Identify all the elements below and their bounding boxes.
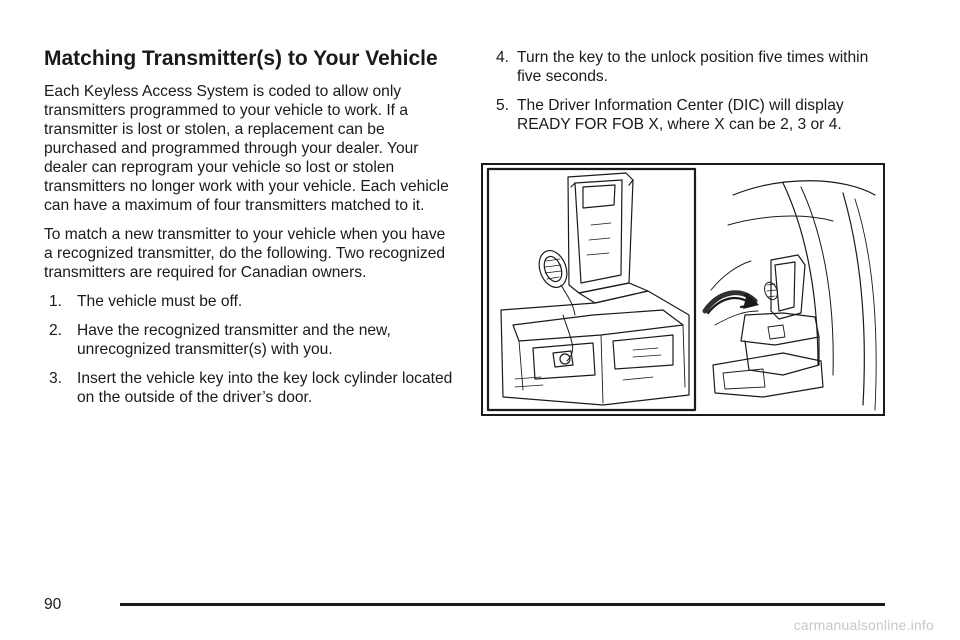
detail-inset-frame bbox=[488, 169, 695, 410]
console-bin-closeup bbox=[501, 291, 689, 405]
step-number: 3. bbox=[49, 370, 63, 387]
step-number: 5. bbox=[496, 97, 510, 114]
intro-paragraph: Each Keyless Access System is coded to allow only transmitters programmed to your vehicle to work. If a transmitter is lost or stolen, a replacement can be purchased and programmed through your dealer. Your dealer can reprogram your vehicle so lost or stolen transmitters no longer work with your vehicle. Each vehicle can have a maximum of four transmitters matched to it. bbox=[44, 83, 449, 214]
console-illustration-drawing bbox=[483, 165, 883, 414]
armrest-lid-closeup bbox=[568, 173, 648, 303]
section-heading: Matching Transmitter(s) to Your Vehicle bbox=[44, 47, 438, 70]
right-column bbox=[496, 48, 896, 144]
step-text: Turn the key to the unlock position five times within five seconds. bbox=[517, 49, 869, 85]
steps-list-left bbox=[44, 292, 454, 407]
step-text: Have the recognized transmitter and the new, unrecognized transmitter(s) with you. bbox=[77, 322, 391, 358]
console-illustration bbox=[481, 163, 885, 416]
step-text: The Driver Information Center (DIC) will display READY FOR FOB X, where X can be 2, 3 or 4. bbox=[517, 97, 844, 133]
step-number: 1. bbox=[49, 293, 63, 310]
step-item bbox=[44, 369, 454, 407]
page-number: 90 bbox=[44, 596, 62, 613]
step-text: The vehicle must be off. bbox=[77, 293, 243, 310]
step-number: 2. bbox=[49, 322, 63, 339]
step-number: 4. bbox=[496, 49, 510, 66]
instructions-paragraph: To match a new transmitter to your vehicle when you have a recognized transmitter, do the following. Two recognized transmitters are required for Canadian owners. bbox=[44, 226, 446, 281]
left-column bbox=[44, 44, 454, 417]
step-item bbox=[496, 48, 896, 86]
seats-overview bbox=[711, 181, 876, 410]
step-text: Insert the vehicle key into the key lock cylinder located on the outside of the driver’s door. bbox=[77, 370, 453, 406]
step-item bbox=[496, 96, 896, 134]
steps-list-right bbox=[496, 48, 896, 134]
step-item bbox=[44, 321, 454, 359]
watermark-text: carmanualsonline.info bbox=[793, 617, 934, 633]
console-overview bbox=[713, 255, 823, 397]
step-item bbox=[44, 292, 454, 311]
footer-rule bbox=[120, 603, 885, 606]
